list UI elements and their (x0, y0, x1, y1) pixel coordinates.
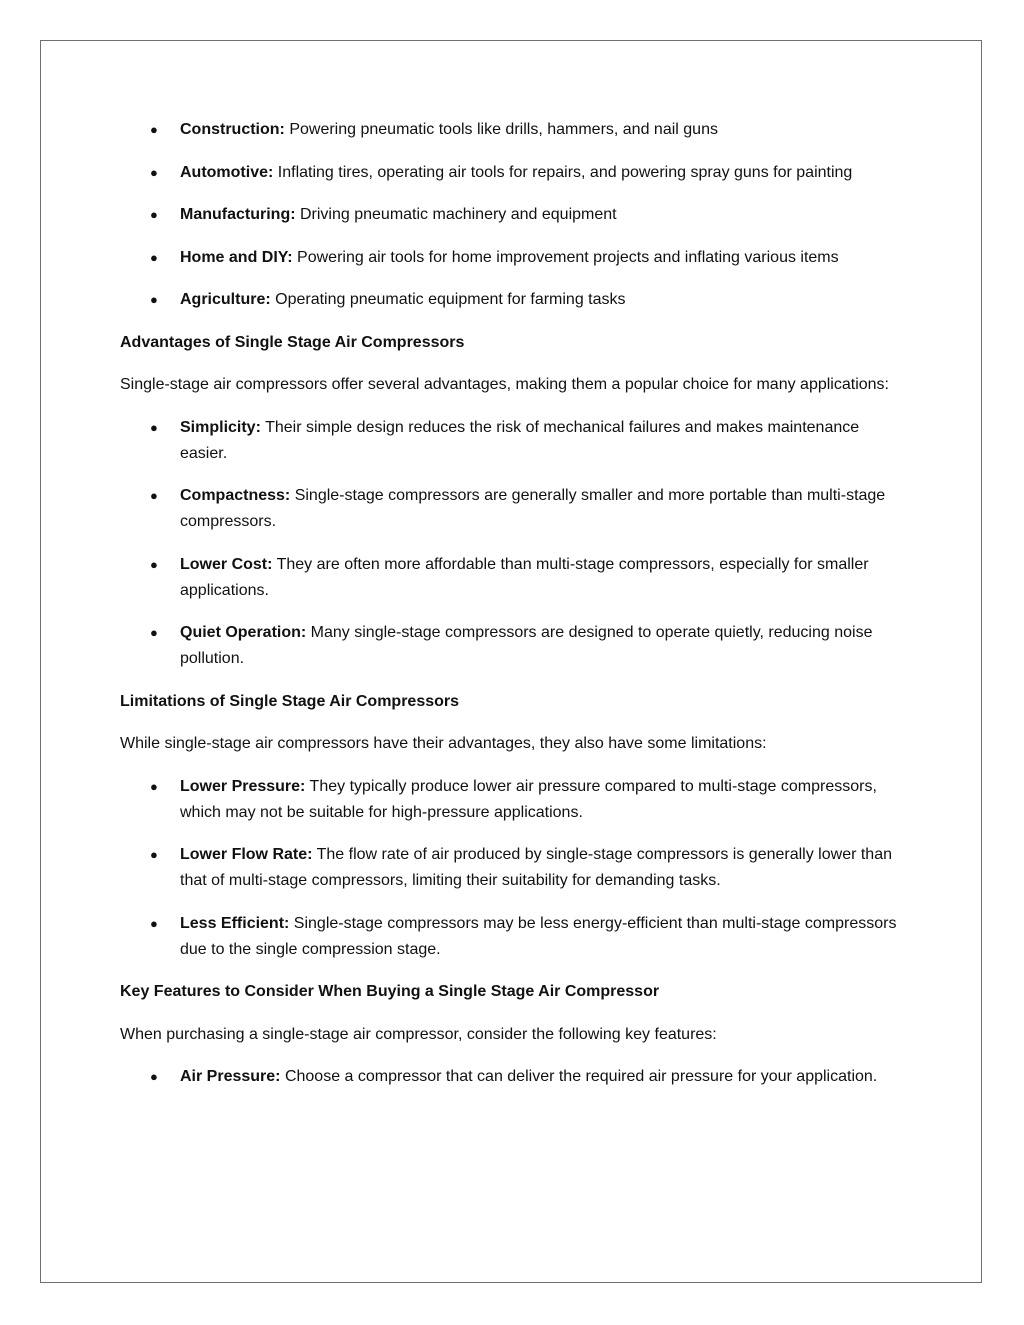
list-item-text: Single-stage compressors may be less energy-efficient than multi-stage compressors due to the single compression stage. (180, 914, 897, 958)
bullet-icon: ● (150, 778, 158, 794)
list-item-text: Many single-stage compressors are designed to operate quietly, reducing noise pollution. (180, 624, 873, 667)
list-item (120, 774, 910, 826)
list-item-term: Construction: (180, 121, 285, 138)
list-item (120, 160, 910, 186)
list-item-term: Simplicity: (180, 418, 261, 436)
list-item-text: Driving pneumatic machinery and equipment (295, 206, 617, 223)
list-item-text: They are often more affordable than multi-stage compressors, especially for smaller applications. (180, 555, 869, 599)
advantages-heading: Advantages of Single Stage Air Compressors (120, 333, 465, 351)
applications-list (120, 117, 910, 313)
list-item-text: Powering air tools for home improvement projects and inflating various items (292, 248, 839, 266)
list-item-text: Their simple design reduces the risk of mechanical failures and makes maintenance easier. (180, 418, 860, 462)
list-item (120, 483, 910, 535)
bullet-icon: ● (150, 164, 158, 180)
bullet-icon: ● (150, 292, 158, 307)
document-content (120, 117, 910, 1107)
list-item-term: Manufacturing: (180, 206, 296, 223)
list-item-text: They typically produce lower air pressure compared to multi-stage compressors, which may not be suitable for high-pressure applications. (180, 777, 877, 821)
list-item (120, 415, 910, 467)
bullet-icon: ● (150, 556, 158, 572)
limitations-intro: While single-stage air compressors have their advantages, they also have some limitations: (120, 735, 767, 752)
advantages-intro: Single-stage air compressors offer several advantages, making them a popular choice for many applications: (120, 376, 889, 393)
bullet-icon: ● (150, 419, 158, 435)
list-item-text: Choose a compressor that can deliver the required air pressure for your application. (280, 1068, 878, 1085)
bullet-icon: ● (150, 625, 158, 640)
list-item (120, 245, 910, 271)
list-item-text: Single-stage compressors are generally smaller and more portable than multi-stage compressors. (180, 487, 886, 530)
list-item-term: Quiet Operation: (180, 624, 307, 641)
list-item (120, 287, 910, 313)
bullet-icon: ● (150, 488, 158, 503)
list-item-text: Inflating tires, operating air tools for repairs, and powering spray guns for painting (273, 163, 853, 181)
list-item-term: Automotive: (180, 163, 274, 181)
list-item-term: Lower Pressure: (180, 777, 306, 795)
key-features-list (120, 1064, 910, 1090)
bullet-icon: ● (150, 207, 158, 222)
list-item-term: Air Pressure: (180, 1068, 281, 1085)
list-item-term: Compactness: (180, 487, 291, 504)
list-item-term: Lower Flow Rate: (180, 846, 313, 863)
list-item-text: Operating pneumatic equipment for farming tasks (270, 291, 626, 308)
list-item-text: Powering pneumatic tools like drills, hammers, and nail guns (284, 121, 718, 138)
key-features-intro: When purchasing a single-stage air compressor, consider the following key features: (120, 1025, 717, 1043)
bullet-icon: ● (150, 249, 158, 265)
advantages-list (120, 415, 910, 673)
list-item (120, 552, 910, 604)
list-item-term: Less Efficient: (180, 914, 290, 932)
limitations-list (120, 774, 910, 963)
key-features-heading: Key Features to Consider When Buying a Single Stage Air Compressor (120, 983, 660, 1000)
list-item (120, 202, 910, 228)
list-item-term: Lower Cost: (180, 555, 273, 573)
bullet-icon: ● (150, 915, 158, 931)
list-item (120, 842, 910, 894)
list-item-term: Agriculture: (180, 291, 271, 308)
list-item (120, 911, 910, 963)
list-item (120, 117, 910, 143)
limitations-heading: Limitations of Single Stage Air Compressors (120, 692, 460, 710)
list-item-term: Home and DIY: (180, 248, 293, 266)
list-item-text: The flow rate of air produced by single-stage compressors is generally lower than that of multi-stage compressors, limiting their suitability for demanding tasks. (180, 846, 892, 889)
bullet-icon: ● (150, 1069, 158, 1084)
bullet-icon: ● (150, 847, 158, 862)
bullet-icon: ● (150, 122, 158, 137)
list-item (120, 620, 910, 672)
list-item (120, 1064, 910, 1090)
